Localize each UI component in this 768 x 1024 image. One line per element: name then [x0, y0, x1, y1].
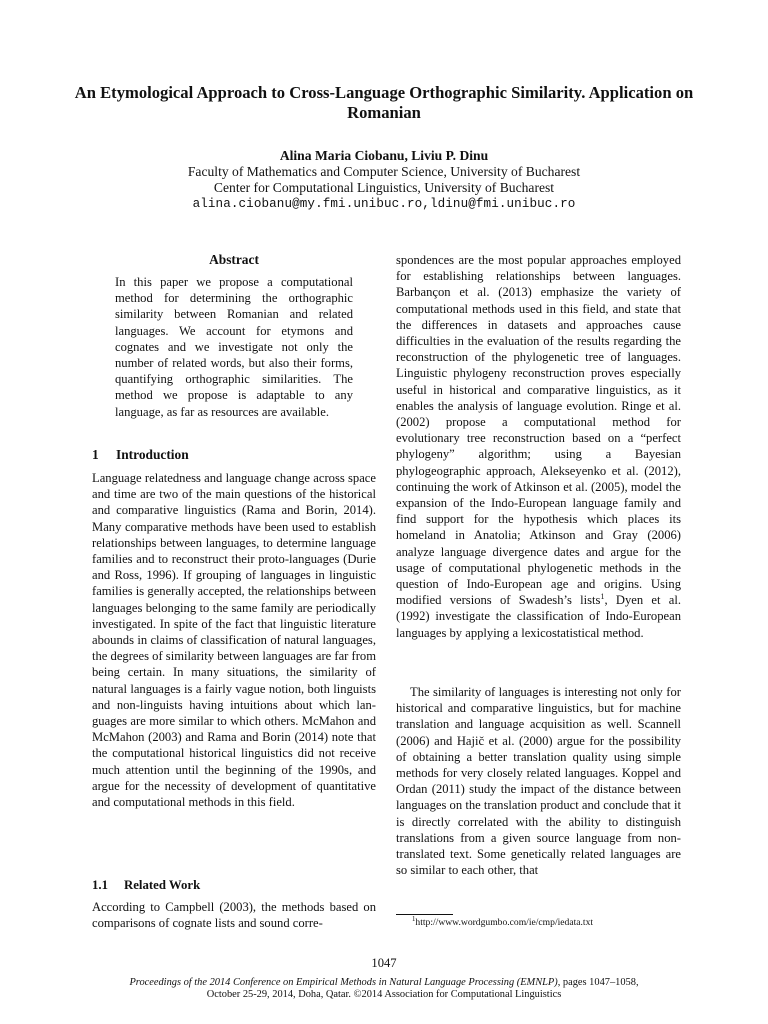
proceedings-venue: Proceedings of the 2014 Conference on Empirical Methods in Natural Language Processing (EMNLP) — [129, 977, 558, 988]
affiliation-2: Center for Computational Linguistics, University of Bucharest — [213, 180, 555, 195]
right-column-paragraph-1 — [396, 252, 681, 641]
paragraph-text-after-footnote: , Dyen et al. (1992) investigate the classification of Indo-European languages by applying a lexicostatistical method. — [396, 593, 682, 640]
proceedings-date-copyright: October 25-29, 2014, Doha, Qatar. ©2014 Association for Computational Linguistics — [206, 989, 562, 1000]
right-column-paragraph-2: The similarity of languages is interesting not only for historical and comparative linguistics, but for machine translation and language acquisition as well. Scannell (2006) and Hajič et al. (2000) argue for the possibility of obtaining a better translation quality using simple methods for very closely related languages. Koppel and Ordan (2011) study the impact of the distance between languages on the translation product and conclude that it is directly correlated with the ability to distinguish translations from a given source language from non-translated text. Some genetically related languages are so similar to each other, that — [396, 685, 681, 878]
abstract-heading: Abstract — [209, 252, 259, 267]
footnote-number: 1 — [412, 915, 416, 923]
footnote — [412, 917, 682, 929]
related-work-paragraph: According to Campbell (2003), the methods based on comparisons of cognate lists and sound corre- — [92, 900, 376, 931]
footnote-marker: 1 — [600, 592, 605, 602]
abstract-text: In this paper we propose a computational method for determining the orthographic similarity between Romanian and related languages. We account for etymons and cognates and we investigate not only the number of related words, but also their forms, quantifying orthographic similarities. The method we propose is adaptable to any language, as far as resources are available. — [115, 275, 353, 419]
section-number: 1 — [92, 447, 99, 462]
paper-title: An Etymological Approach to Cross-Language Orthographic Similarity. Application on Romanian — [74, 83, 694, 122]
introduction-paragraph: Language relatedness and language change across space and time are two of the main questions of the historical and comparative linguistics (Rama and Borin, 2014). Many comparative methods have been used to establish relationships between languages, to determine language families and to reconstruct their proto-languages (Durie and Ross, 1996). If grouping of languages in linguistic families is generally accepted, the relationships between languages belonging to the same family are periodically investigated. In spite of the fact that linguistic literature abounds in claims of classification of natural languages, the degrees of similarity between languages are far from being certain. In many situations, the similarity of natural languages is a fairly vague notion, both linguists and non-linguists having intuitions about which languages are more similar to which others. McMahon and McMahon (2003) and Rama and Borin (2014) note that the computational historical linguistics did not receive much attention until the beginning of the 1990s, and argue for the necessity of development of quantitative and computational methods in this field. — [92, 471, 376, 810]
author-names: Alina Maria Ciobanu, Liviu P. Dinu — [279, 148, 489, 163]
proceedings-pages: , pages 1047–1058, — [557, 977, 639, 988]
page-number: 1047 — [371, 956, 397, 970]
proceedings-footer — [40, 977, 728, 1001]
section-heading-introduction — [92, 447, 376, 463]
footnote-url: http://www.wordgumbo.com/ie/cmp/iedata.txt — [415, 917, 594, 928]
subsection-title: Related Work — [124, 878, 201, 892]
paragraph-text-before-footnote: spondences are the most popular approaches employed for establishing relationships between languages. Barbançon et al. (2013) emphasize the variety of computational methods used in this field, and state that the differences in datasets and approaches cause difficulties in the evaluation of the results regarding the reconstruction of the phylogenetic tree of languages. Linguistic phylogeny reconstruction proves especially useful in historical and comparative linguistics, as it enables the analysis of language evolution. Ringe et al. (2002) propose a computational method for evolutionary tree reconstruction based on a “perfect phylogeny” algorithm; using a Bayesian phylogeographic approach, Alekseyenko et al. (2012), continuing the work of Atkinson et al. (2005), model the expansion of the Indo-European language family and find support for the hypothesis which places its homeland in Anatolia; Atkinson and Gray (2006) analyze language divergence dates and argue for the usage of computational phylogenetic methods in the question of Indo-European age and origins. Using modified versions of Swadesh’s lists — [396, 253, 681, 608]
section-title: Introduction — [116, 447, 189, 462]
footnote-divider — [396, 914, 453, 915]
affiliation-1: Faculty of Mathematics and Computer Science, University of Bucharest — [187, 164, 581, 179]
author-emails: alina.ciobanu@my.fmi.unibuc.ro,ldinu@fmi.unibuc.ro — [192, 197, 576, 211]
section-heading-related-work — [92, 877, 376, 893]
subsection-number: 1.1 — [92, 878, 108, 892]
